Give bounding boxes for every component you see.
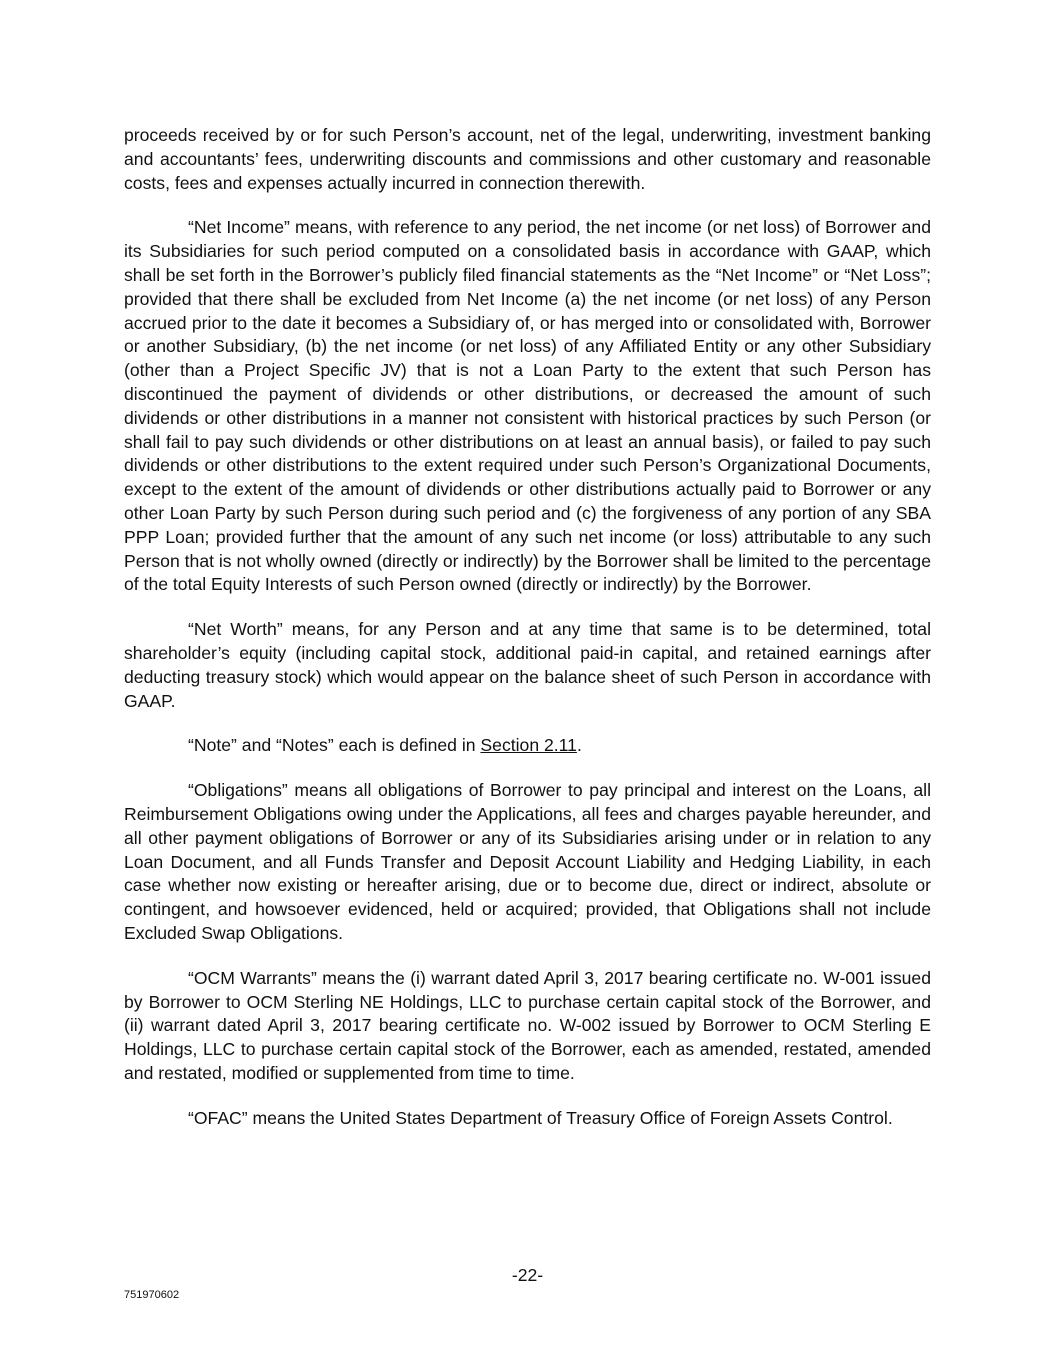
definition-net-income [124,216,931,597]
definition-text: and “Notes” each is defined in [236,735,481,756]
page-body [124,124,931,1151]
defined-term: “Net Worth” [188,619,283,640]
defined-term: “Obligations” [188,780,288,801]
definition-text: means all obligations of Borrower to pay principal and interest on the Loans, all Reimbursement Obligations owing under the Applications, all fees and charges payable hereunder, and all other payment obligations of Borrower or any of its Subsidiaries arising under or in relation to any Loan Document, and all Funds Transfer and Deposit Account Liability and Hedging Liability, in each case whether now existing or hereafter arising, due or to become due, direct or indirect, absolute or contingent, and howsoever evidenced, held or acquired; provided, that Obligations shall not include Excluded Swap Obligations. [124,780,931,943]
definition-text: means the (i) warrant dated April 3, 2017 bearing certificate no. W-001 issued by Borrower to OCM Sterling NE Holdings, LLC to purchase certain capital stock of the Borrower, and (ii) warrant dated April 3, 2017 bearing certificate no. W-002 issued by Borrower to OCM Sterling E Holdings, LLC to purchase certain capital stock of the Borrower, each as amended, restated, amended and restated, modified or supplemented from time to time. [124,967,931,1083]
definition-text: means, with reference to any period, the net income (or net loss) of Borrower and its Subsidiaries for such period computed on a consolidated basis in accordance with GAAP, which shall be set forth in the Borrower’s publicly filed financial statements as the “Net Income” or “Net Loss”; provided that there shall be excluded from Net Income (a) the net income (or net loss) of any Person accrued prior to the date it becomes a Subsidiary of, or has merged into or consolidated with, Borrower or another Subsidiary, (b) the net income (or net loss) of any Affiliated Entity or any other Subsidiary (other than a Project Specific JV) that is not a Loan Party to the extent that such Person has discontinued the payment of dividends or other distributions, or decreased the amount of such dividends or other distributions in a manner not consistent with historical practices by such Person (or shall fail to pay such dividends or other distributions on at least an annual basis), or failed to pay such dividends or other distributions to the extent required under such Person’s Organizational Documents, except to the extent of the amount of dividends or other distributions actually paid to Borrower or any other Loan Party by such Person during such period and (c) the forgiveness of any portion of any SBA PPP Loan; provided further that the amount of any such net income (or loss) attributable to any such Person that is not wholly owned (directly or indirectly) by the Borrower shall be limited to the percentage of the total Equity Interests of such Person owned (directly or indirectly) by the Borrower. [124,217,931,595]
defined-term: “Note” [188,735,237,756]
definition-ocm-warrants [124,967,931,1086]
defined-term: “OFAC” [188,1107,248,1128]
paragraph-continuation: proceeds received by or for such Person’s account, net of the legal, underwriting, investment banking and accountants’ fees, underwriting discounts and commissions and other customary and reasonable costs, fees and expenses actually incurred in connection therewith. [124,125,931,193]
definition-text: means, for any Person and at any time that same is to be determined, total shareholder’s equity (including capital stock, additional paid-in capital, and retained earnings after deducting treasury stock) which would appear on the balance sheet of such Person in accordance with GAAP. [124,619,931,711]
definition-text-end: . [576,735,582,756]
defined-term: “OCM Warrants” [188,967,317,988]
definition-net-worth [124,618,931,713]
definition-ofac [124,1107,931,1131]
page-number: -22- [511,1265,544,1285]
definition-note [124,734,931,758]
section-reference-link: Section 2.11 [480,735,577,756]
definition-text: means the United States Department of Treasury Office of Foreign Assets Control. [247,1107,893,1128]
defined-term: “Net Income” [188,217,290,238]
document-id: 751970602 [124,1289,180,1301]
definition-obligations [124,779,931,946]
